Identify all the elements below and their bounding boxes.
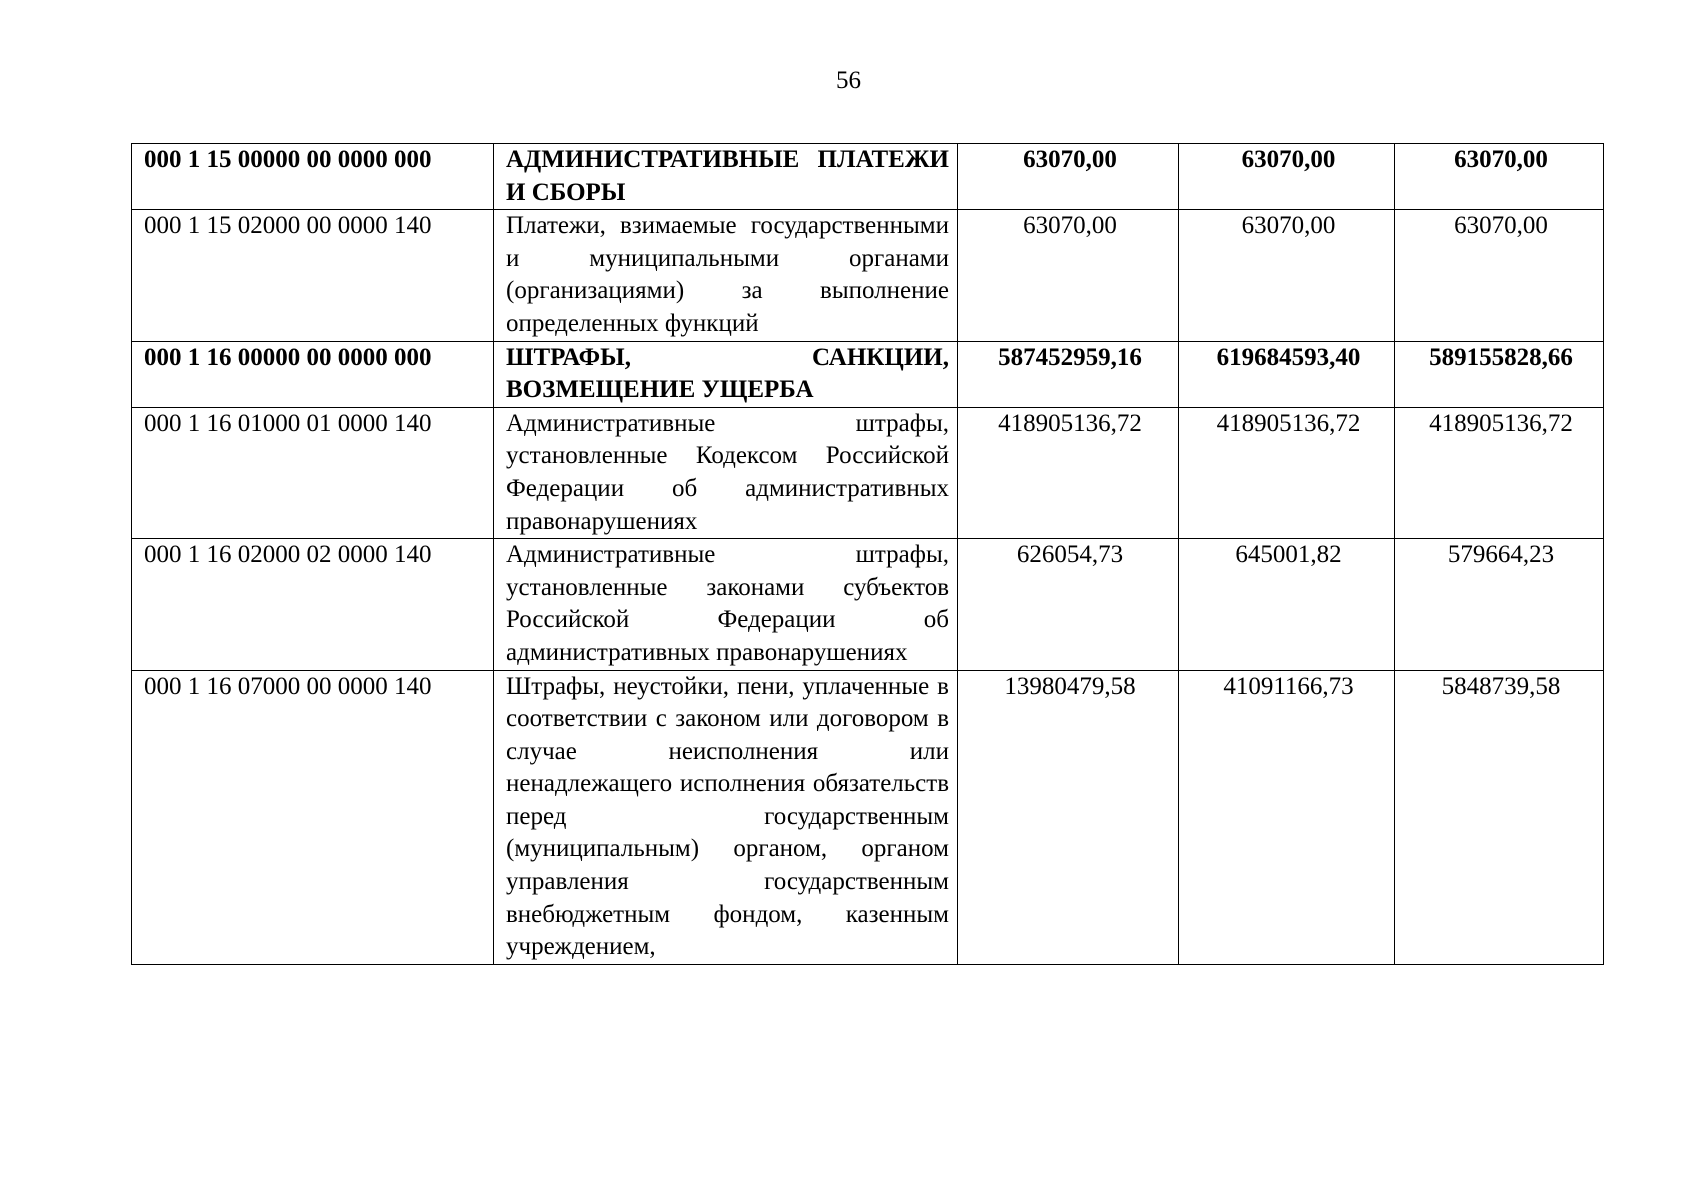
row-name: Административные штрафы, установленные Кодексом Российской Федерации об административных правонарушениях	[494, 407, 958, 538]
table-row	[132, 341, 1604, 407]
row-value-year-2: 619684593,40	[1179, 341, 1395, 407]
row-name: Платежи, взимаемые государственными и муниципальными органами (организациями) за выполнение определенных функций	[494, 210, 958, 341]
row-code: 000 1 16 01000 01 0000 140	[132, 407, 494, 538]
row-value-year-1: 13980479,58	[958, 670, 1179, 964]
row-name: Административные штрафы, установленные законами субъектов Российской Федерации об административных правонарушениях	[494, 539, 958, 670]
row-name: Штрафы, неустойки, пени, уплаченные в соответствии с законом или договором в случае неисполнения или ненадлежащего исполнения обязательств перед государственным (муниципальным) органом, органом управления государственным внебюджетным фондом, казенным учреждением,	[494, 670, 958, 964]
page-number: 56	[836, 67, 861, 94]
row-value-year-2: 645001,82	[1179, 539, 1395, 670]
table-row	[132, 670, 1604, 964]
row-value-year-2: 63070,00	[1179, 144, 1395, 210]
row-code: 000 1 16 07000 00 0000 140	[132, 670, 494, 964]
row-value-year-3: 5848739,58	[1395, 670, 1604, 964]
row-value-year-3: 63070,00	[1395, 144, 1604, 210]
row-value-year-3: 589155828,66	[1395, 341, 1604, 407]
row-value-year-1: 626054,73	[958, 539, 1179, 670]
row-code: 000 1 16 02000 02 0000 140	[132, 539, 494, 670]
row-value-year-1: 418905136,72	[958, 407, 1179, 538]
row-value-year-3: 579664,23	[1395, 539, 1604, 670]
row-name: АДМИНИСТРАТИВНЫЕ ПЛАТЕЖИ И СБОРЫ	[494, 144, 958, 210]
budget-table	[131, 143, 1604, 965]
row-value-year-1: 63070,00	[958, 144, 1179, 210]
table-row	[132, 210, 1604, 341]
row-code: 000 1 15 02000 00 0000 140	[132, 210, 494, 341]
table-row	[132, 407, 1604, 538]
row-name: ШТРАФЫ, САНКЦИИ, ВОЗМЕЩЕНИЕ УЩЕРБА	[494, 341, 958, 407]
row-value-year-2: 418905136,72	[1179, 407, 1395, 538]
row-value-year-2: 63070,00	[1179, 210, 1395, 341]
row-value-year-1: 63070,00	[958, 210, 1179, 341]
row-code: 000 1 16 00000 00 0000 000	[132, 341, 494, 407]
row-value-year-1: 587452959,16	[958, 341, 1179, 407]
row-value-year-2: 41091166,73	[1179, 670, 1395, 964]
table-row	[132, 144, 1604, 210]
row-value-year-3: 418905136,72	[1395, 407, 1604, 538]
row-value-year-3: 63070,00	[1395, 210, 1604, 341]
table-row	[132, 539, 1604, 670]
row-code: 000 1 15 00000 00 0000 000	[132, 144, 494, 210]
